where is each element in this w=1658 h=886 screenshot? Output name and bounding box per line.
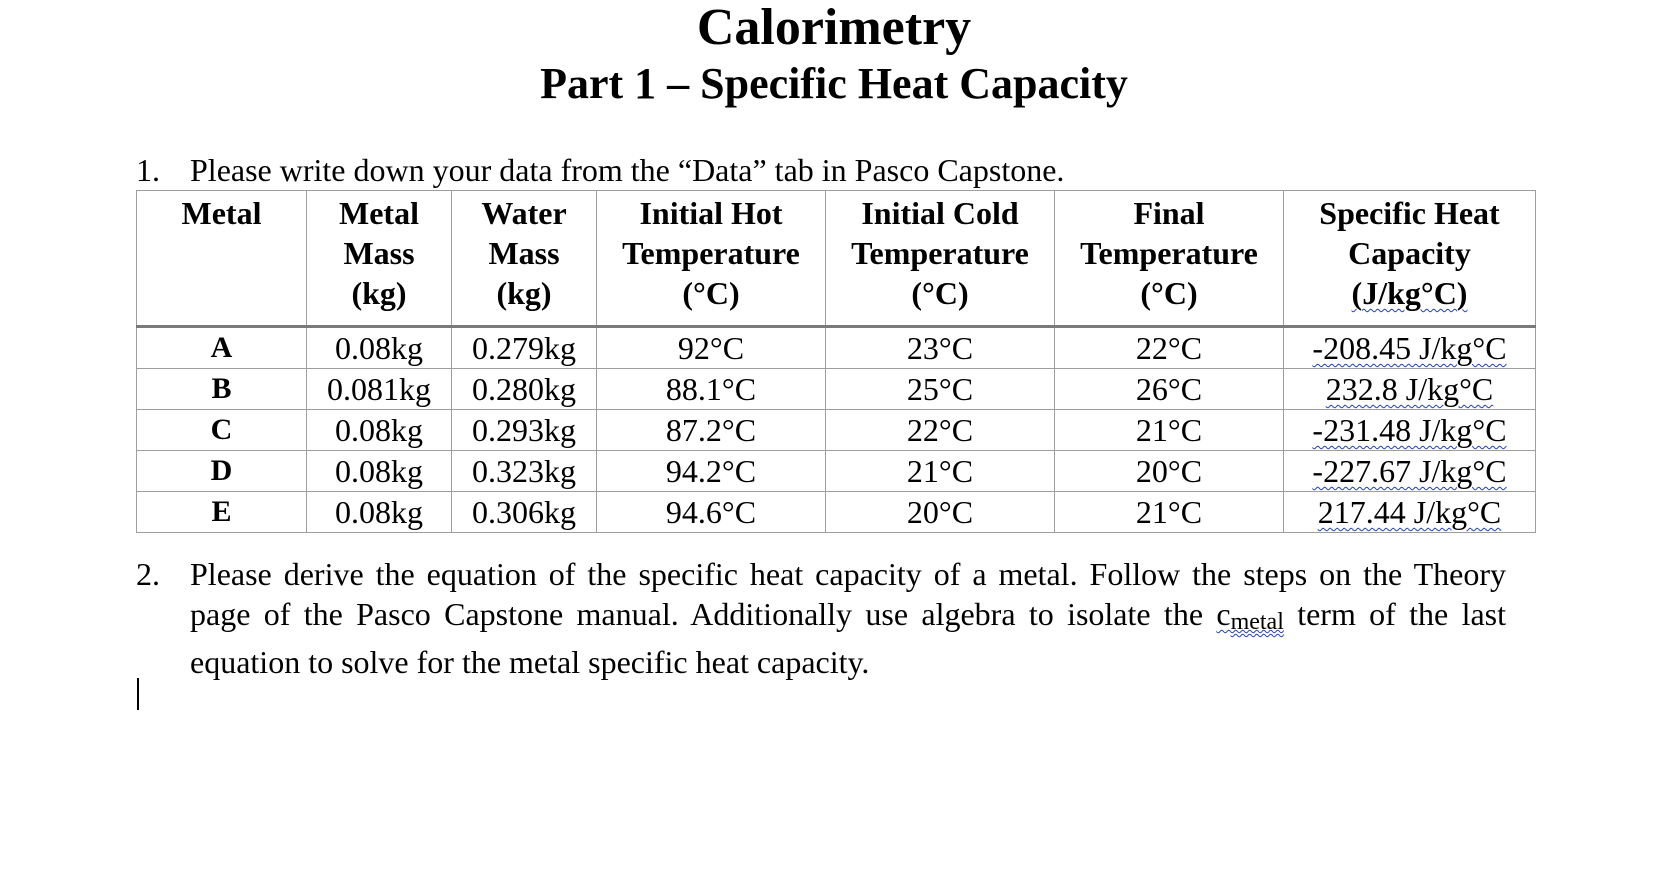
cell-metal: B <box>137 369 307 410</box>
cell-initial-hot: 94.6°C <box>597 492 826 533</box>
cell-final: 21°C <box>1055 410 1284 451</box>
cell-initial-hot: 92°C <box>597 327 826 369</box>
question-2 <box>136 554 1506 682</box>
cell-initial-cold: 23°C <box>826 327 1055 369</box>
cell-specific-heat: 217.44 J/kg°C <box>1284 492 1536 533</box>
cell-final: 20°C <box>1055 451 1284 492</box>
cell-metal: D <box>137 451 307 492</box>
cell-water-mass: 0.306kg <box>452 492 597 533</box>
header-specific-heat: Specific Heat Capacity (J/kg°C) <box>1284 191 1536 327</box>
data-table <box>136 190 1536 533</box>
cell-water-mass: 0.280kg <box>452 369 597 410</box>
header-initial-hot: Initial Hot Temperature (°C) <box>597 191 826 327</box>
cell-specific-heat: -227.67 J/kg°C <box>1284 451 1536 492</box>
table-row <box>137 492 1536 533</box>
cell-final: 26°C <box>1055 369 1284 410</box>
header-metal: Metal <box>137 191 307 327</box>
table-row <box>137 451 1536 492</box>
table-row <box>137 327 1536 369</box>
cell-initial-hot: 87.2°C <box>597 410 826 451</box>
table-row <box>137 410 1536 451</box>
cell-initial-hot: 88.1°C <box>597 369 826 410</box>
cell-metal-mass: 0.08kg <box>307 492 452 533</box>
cell-final: 22°C <box>1055 327 1284 369</box>
cell-initial-cold: 25°C <box>826 369 1055 410</box>
cell-initial-hot: 94.2°C <box>597 451 826 492</box>
cell-metal: C <box>137 410 307 451</box>
cell-metal-mass: 0.08kg <box>307 327 452 369</box>
header-water-mass: Water Mass (kg) <box>452 191 597 327</box>
cell-water-mass: 0.279kg <box>452 327 597 369</box>
cell-initial-cold: 21°C <box>826 451 1055 492</box>
cell-initial-cold: 20°C <box>826 492 1055 533</box>
cell-water-mass: 0.293kg <box>452 410 597 451</box>
c-metal-symbol: cmetal <box>1216 596 1284 635</box>
text-cursor[interactable] <box>137 678 139 710</box>
header-final: Final Temperature (°C) <box>1055 191 1284 327</box>
header-initial-cold: Initial Cold Temperature (°C) <box>826 191 1055 327</box>
question-1-text: Please write down your data from the “Data” tab in Pasco Capstone. <box>190 152 1065 188</box>
cell-specific-heat: -231.48 J/kg°C <box>1284 410 1536 451</box>
cell-specific-heat: 232.8 J/kg°C <box>1284 369 1536 410</box>
cell-metal-mass: 0.08kg <box>307 410 452 451</box>
cell-final: 21°C <box>1055 492 1284 533</box>
cell-water-mass: 0.323kg <box>452 451 597 492</box>
cell-initial-cold: 22°C <box>826 410 1055 451</box>
table-header-row <box>137 191 1536 327</box>
cell-specific-heat: -208.45 J/kg°C <box>1284 327 1536 369</box>
cell-metal-mass: 0.08kg <box>307 451 452 492</box>
cell-metal: A <box>137 327 307 369</box>
document-title: Calorimetry <box>696 0 972 56</box>
question-1 <box>136 150 1064 190</box>
cell-metal-mass: 0.081kg <box>307 369 452 410</box>
question-1-number: 1. <box>136 152 160 188</box>
question-2-text: Please derive the equation of the specific heat capacity of a metal. Follow the steps on the Theory page of the Pasco Capstone manual. Additionally use algebra to isolate the cmetal term of the last equation to solve for the metal specific heat capacity. <box>190 556 1507 680</box>
cell-metal: E <box>137 492 307 533</box>
header-metal-mass: Metal Mass (kg) <box>307 191 452 327</box>
table-row <box>137 369 1536 410</box>
document-subtitle: Part 1 – Specific Heat Capacity <box>540 59 1128 108</box>
question-2-number: 2. <box>136 556 160 592</box>
